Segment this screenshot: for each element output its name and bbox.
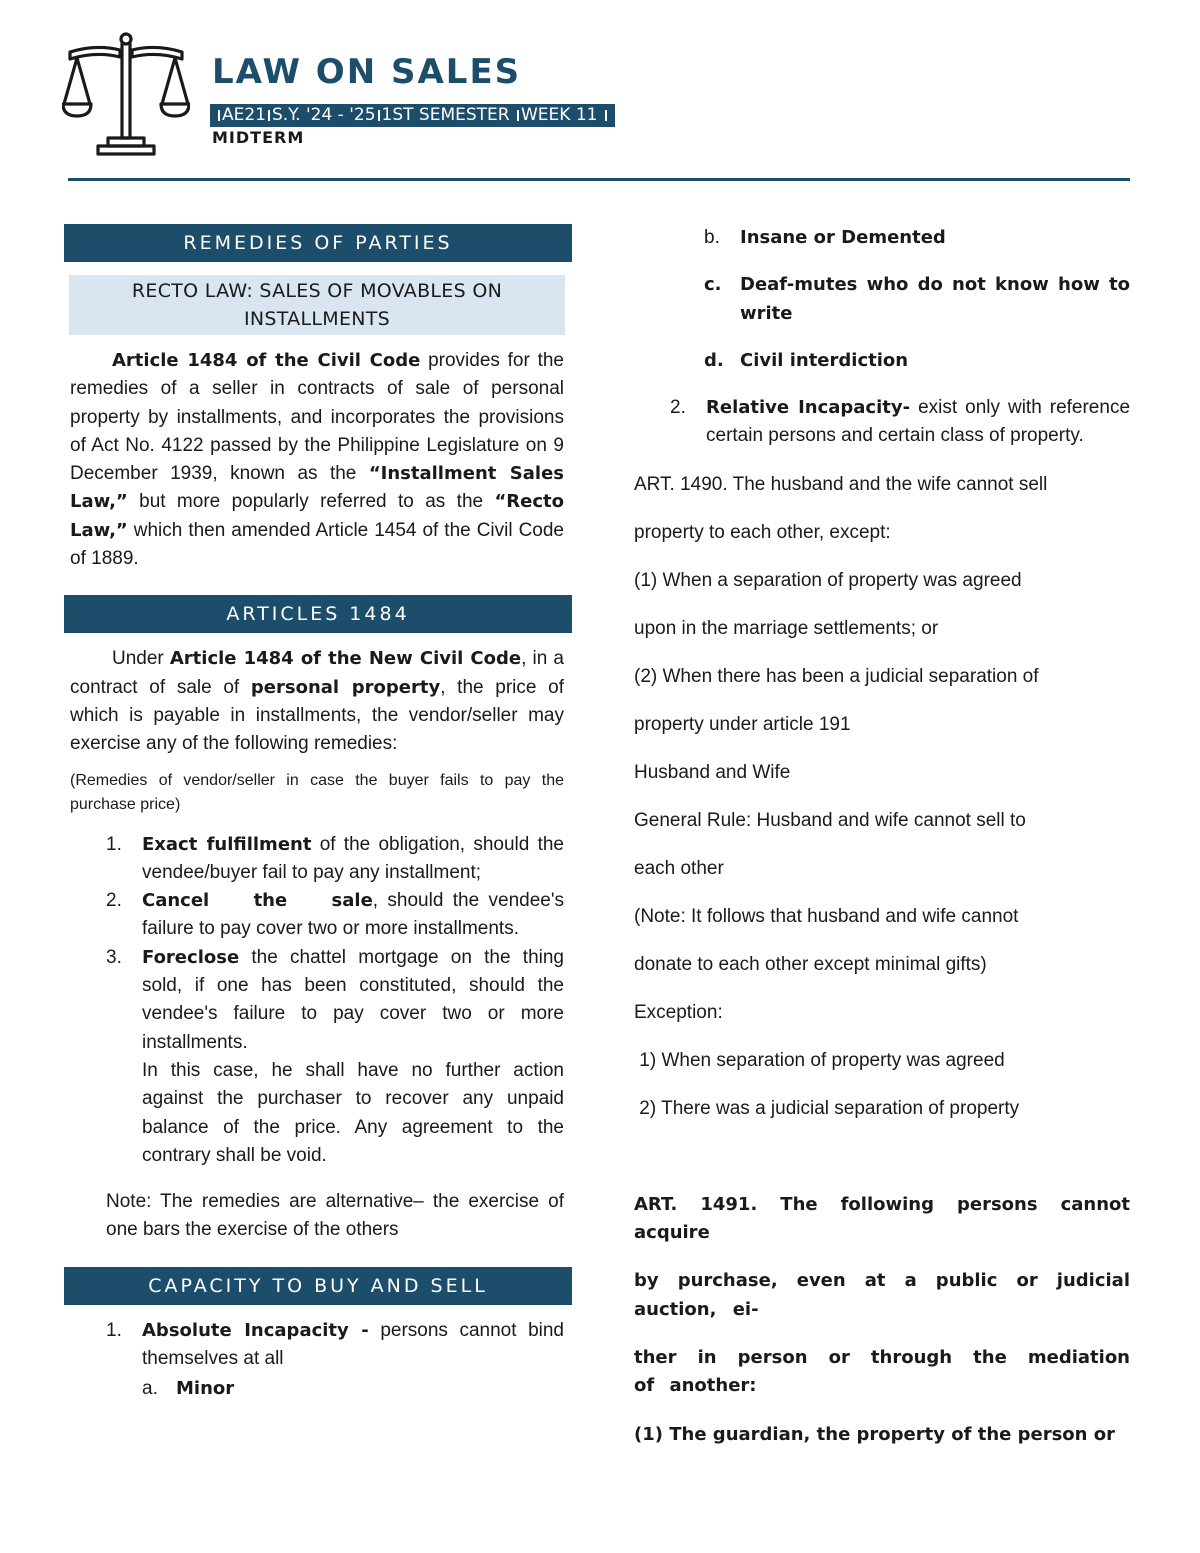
remedies-note: (Remedies of vendor/seller in case the buyer fails to pay the purchase price) xyxy=(70,771,564,813)
bold-text: Cancel the sale xyxy=(142,890,373,912)
bold-text: Minor xyxy=(176,1378,235,1400)
text-span: of the obligation, should the vendee/buyer fail to pay any installment; xyxy=(142,833,564,883)
right-column xyxy=(634,224,1130,1449)
capacity-list-continued xyxy=(670,394,1130,451)
incapacity-sublist xyxy=(142,1375,564,1403)
bold-text: “Recto Law,” xyxy=(70,491,564,541)
text-line: property to each other, except: xyxy=(634,521,891,543)
bold-line: by purchase, even at a public or judicial auction, ei- xyxy=(634,1270,1130,1320)
bold-text: Article 1484 of the Civil Code xyxy=(112,350,421,371)
text-line: Husband and Wife xyxy=(634,761,791,783)
text-line: 1) When separation of property was agreed xyxy=(634,1049,1005,1071)
remedy-3-continuation: In this case, he shall have no further action against the purchaser to recover any unpaid balance of the price. Any agreement to the contrary shall be void. xyxy=(142,1059,564,1166)
scales-of-justice-icon xyxy=(62,30,190,158)
header-divider xyxy=(68,178,1130,181)
text-line: ART. 1490. The husband and the wife cannot sell xyxy=(634,473,1048,495)
list-letter: d. xyxy=(704,349,724,371)
subsection-heading-recto-law: RECTO LAW: SALES OF MOVABLES ON INSTALLMENTS xyxy=(69,275,565,335)
list-letter: a. xyxy=(142,1378,158,1400)
list-item xyxy=(142,1375,564,1403)
text-span: exist only with reference certain persons and certain class of property. xyxy=(706,397,1131,447)
text-line: upon in the marriage settlements; or xyxy=(634,617,939,639)
bold-text: Foreclose xyxy=(142,946,240,968)
list-letter: b. xyxy=(704,227,720,248)
list-number: 2. xyxy=(670,397,686,419)
section-heading-capacity: CAPACITY TO BUY AND SELL xyxy=(64,1267,572,1305)
document-header xyxy=(0,0,1200,190)
school-year: S.Y. '24 - '25 xyxy=(272,105,376,125)
list-item xyxy=(106,944,564,1170)
text-span: which then amended Article 1454 of the Civil Code of 1889. xyxy=(70,519,564,570)
text-span: but more popularly referred to as the xyxy=(127,491,495,513)
text-span: provides for the remedies of a seller in contracts of sale of personal property by installments, and incorporates the provisions of Act No. 4122 passed by the Philippine Legislature on 9 December 1939, known as the xyxy=(70,350,564,485)
course-info-bar xyxy=(210,104,615,127)
text-line: donate to each other except minimal gifts) xyxy=(634,953,987,975)
semester: 1ST SEMESTER xyxy=(381,105,510,125)
text-span: the chattel mortgage on the thing sold, if one has been constituted, should the vendee's failure to pay cover two or more installments. xyxy=(142,946,564,1053)
text-line: General Rule: Husband and wife cannot sell to xyxy=(634,809,1026,831)
section-heading-remedies: REMEDIES OF PARTIES xyxy=(64,224,572,262)
text-line: (1) When a separation of property was agreed xyxy=(634,569,1022,591)
text-line: (2) When there has been a judicial separation of xyxy=(634,665,1039,687)
text-line: each other xyxy=(634,857,724,879)
bold-text: personal property xyxy=(250,676,441,698)
list-item xyxy=(106,1317,564,1404)
bold-line: ther in person or through the mediation of another: xyxy=(634,1346,1130,1397)
art-1490-block xyxy=(634,471,1130,1123)
recto-law-paragraph xyxy=(70,347,564,573)
list-item xyxy=(106,887,564,944)
bold-line: (1) The guardian, the property of the person or xyxy=(634,1423,1115,1445)
capacity-list xyxy=(106,1317,564,1404)
text-span: , in a contract of sale of xyxy=(70,648,564,698)
text-line: Exception: xyxy=(634,1001,723,1023)
list-item xyxy=(106,831,564,888)
text-span: , the price of which is payable in installments, the vendor/seller may exercise any of the following remedies: xyxy=(70,676,564,755)
bold-text: Relative Incapacity- xyxy=(706,397,911,419)
alternative-remedies-note: Note: The remedies are alternative– the exercise of one bars the exercise of the others xyxy=(106,1191,564,1241)
text-line: (Note: It follows that husband and wife cannot xyxy=(634,905,1019,927)
bold-text: Deaf-mutes who do not know how to write xyxy=(740,274,1130,324)
list-number: 3. xyxy=(106,946,122,968)
text-span: persons cannot bind themselves at all xyxy=(142,1319,564,1370)
bold-text: Exact fulfillment xyxy=(142,833,312,855)
remedies-list xyxy=(106,831,564,1171)
list-number: 1. xyxy=(106,833,122,855)
list-item xyxy=(670,394,1130,451)
section-heading-articles-1484: ARTICLES 1484 xyxy=(64,595,572,633)
list-number: 1. xyxy=(106,1319,122,1341)
left-column xyxy=(64,224,572,1404)
bold-text: Article 1484 of the New Civil Code xyxy=(169,648,522,670)
week: WEEK 11 xyxy=(521,105,598,125)
text-line: 2) There was a judicial separation of property xyxy=(634,1097,1020,1119)
document-title: LAW ON SALES xyxy=(212,52,522,92)
list-item xyxy=(704,224,1130,252)
list-letter: c. xyxy=(704,274,722,296)
list-item xyxy=(704,271,1130,328)
list-number: 2. xyxy=(106,890,122,912)
bold-line: ART. 1491. The following persons cannot acquire xyxy=(634,1193,1130,1244)
bold-text: Civil interdiction xyxy=(740,349,909,371)
text-line: property under article 191 xyxy=(634,713,851,735)
term-label: MIDTERM xyxy=(212,128,305,147)
article-1484-paragraph xyxy=(70,645,564,758)
course-code: AE21 xyxy=(222,105,267,125)
bold-text: “Installment Sales Law,” xyxy=(70,463,564,513)
bold-text: Absolute Incapacity - xyxy=(142,1319,369,1341)
incapacity-sublist-continued xyxy=(704,224,1130,375)
bold-text: Insane or Demented xyxy=(740,227,946,248)
art-1491-block xyxy=(634,1191,1130,1449)
text-span: , should the vendee's failure to pay cover two or more installments. xyxy=(142,890,564,940)
text-span: Under xyxy=(112,648,170,670)
list-item xyxy=(704,347,1130,375)
